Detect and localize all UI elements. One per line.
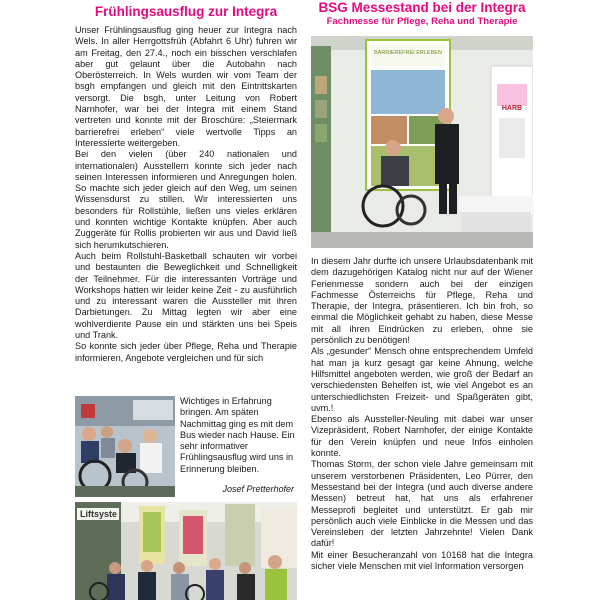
- left-paragraph: Unser Frühlingsausflug ging heuer zur Integra nach Wels. In aller Herrgottsfrüh (Abfahrt 6 Uhr) fuhren wir am Freitag, den 27.4., noch ein bisschen verschlafen aber gut gelaunt über die Autobahn nach Oberösterreich. In Wels wurden wir vom Team der bsgh empfangen und gleich mit den Eintrittskarten versorgt. Die bsgh, unter Leitung von Robert Narnhofer, war bei der Integra mit einem Stand vertreten und konnte mit der Broschüre: „Steiermark barrierefrei erleben“ viele wertvolle Tipps an Interessierte weitergeben.: [75, 25, 297, 148]
- left-paragraph: So konnte sich jeder über Pflege, Reha und Therapie informieren, Angebote vergleichen und für sich: [75, 341, 297, 363]
- author-signature: Josef Pretterhofer: [222, 484, 294, 494]
- left-article-body: [75, 25, 297, 364]
- right-paragraph: Thomas Storm, der schon viele Jahre gemeinsam mit unserem verstorbenen Präsidenten, Leo Pürrer, den Messestand bei der Integra (und auch diverse andere Messen) betreut hat, hat uns als erfahrener Messeprofi begleitet und unterstützt. Er gab mir persönlich auch viele Einblicke in die Messen und das Vereinsleben der letzten Jahrzehnte! Vielen Dank dafür!: [311, 459, 533, 549]
- right-column: [311, 0, 533, 572]
- left-wrap-paragraph: Wichtiges in Erfahrung bringen. Am späten Nachmittag ging es mit dem Bus wieder nach Hause. Ein sehr informativer Frühlingsausflug wird uns in Erinnerung bleiben.: [180, 396, 295, 474]
- left-paragraph: Bei den vielen (über 240 nationalen und internationalen) Ausstellern konnte sich jeder nach seinen Interessen informieren und Anregungen holen. So machte sich jeder gleich auf den Weg, um seinen Wissensdurst zu stillen. Wir interessierten uns besonders für Rollstühle, ließen uns vieles erklären und konnten wichtige Kontakte knüpfen. Aber auch Zuggeräte für Rollis probierten wir aus und David ließ sich herumkutschieren.: [75, 149, 297, 250]
- right-paragraph: In diesem Jahr durfte ich unsere Urlaubsdatenbank mit dem dazugehörigen Katalog nicht nur auf der Wiener Ferienmesse sondern auch bei der einzigen Fachmesse Österreichs für Pflege, Reha und Therapie, der Integra, präsentieren. Ich bin froh, so einmal die Möglichkeit gehabt zu haben, diese Messe mit all ihren Eindrücken zu erleben, ohne sie persönlich zu benötigen!: [311, 256, 533, 346]
- banner-text: BARRIEREFREI ERLEBEN: [374, 50, 442, 56]
- left-paragraph: Auch beim Rollstuhl-Basketball schauten wir vorbei und bestaunten die Beweglichkeit und Schnelligkeit der Teilnehmer. Für die interessanten Vorträge und Workshops hatten wir leider keine Zeit - zu ausführlich und zu interessant waren die Aussteller mit ihren Darbietungen. Zu Mittag legten wir aber eine wohlverdiente Pause ein und stärkten uns bei Speis und Trank.: [75, 250, 297, 341]
- left-article-title: Frühlingsausflug zur Integra: [94, 4, 278, 19]
- right-paragraph: Mit einer Besucheranzahl von 10168 hat die Integra sicher viele Menschen mit viel Information versorgen: [311, 549, 533, 572]
- banner-side-text: HARB: [501, 105, 523, 112]
- right-paragraph: Als „gesunder“ Mensch ohne entsprechendem Umfeld hat man ja kurz gesagt gar keine Ahnung, welche Hilfsmittel angeboten werden, wie groß der Bedarf an verschiedensten Behelfen ist, wie viel Angebot es an unterschiedlichsten Freizeit- und Spaßgeräten gibt, uvm.!: [311, 346, 533, 413]
- right-article-subtitle: Fachmesse für Pflege, Reha und Therapie: [326, 16, 518, 27]
- photo-group-wheelchairs: [75, 396, 175, 497]
- left-column: [75, 0, 297, 519]
- left-wrap-block: [75, 396, 297, 500]
- photo-messestand: [311, 36, 533, 248]
- right-article-body: [311, 256, 533, 572]
- photo-sign-text: Liftsyste: [80, 509, 118, 519]
- photo-group-booth: [75, 502, 297, 600]
- right-article-title: BSG Messestand bei der Integra: [318, 0, 526, 15]
- right-paragraph: Ebenso als Aussteller-Neuling mit dabei war unser Vizepräsident, Robert Narnhofer, der einige Kontakte für den Verein knüpfen und neue Infos einholen konnte.: [311, 414, 533, 459]
